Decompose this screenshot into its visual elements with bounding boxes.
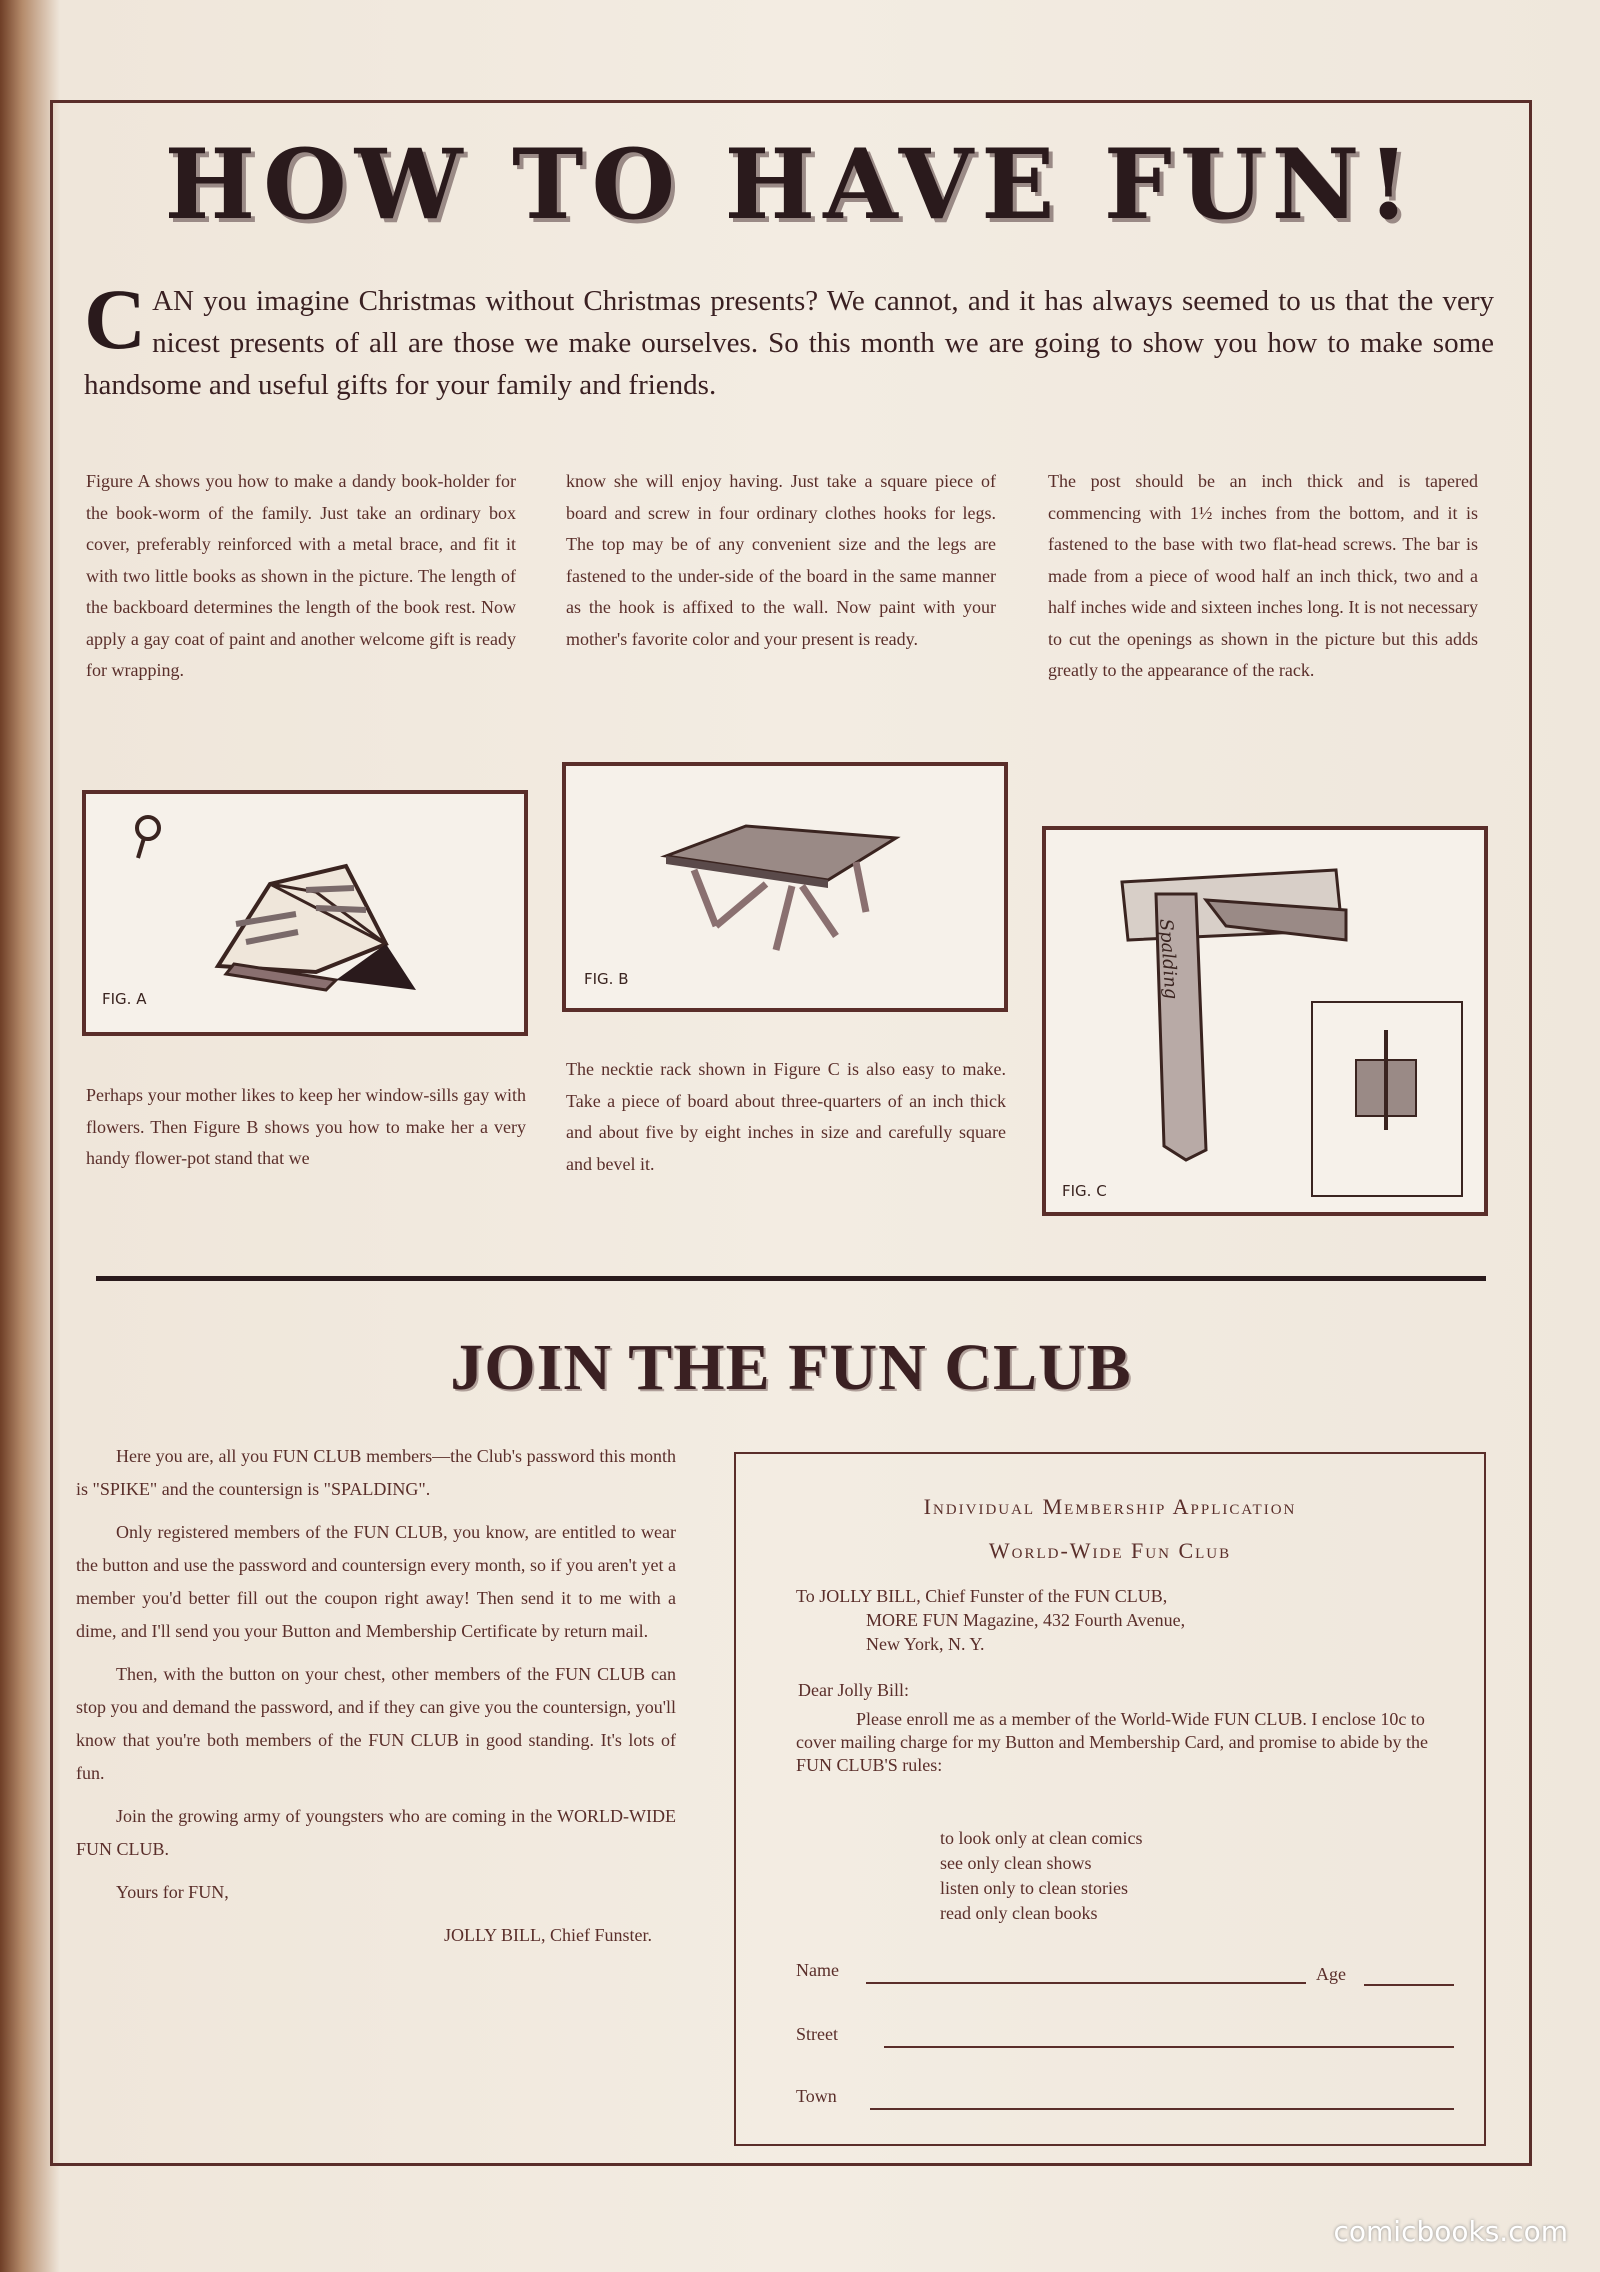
drop-cap: C — [84, 271, 147, 367]
signature: JOLLY BILL, Chief Funster. — [443, 1925, 652, 1945]
page-title: HOW TO HAVE FUN! — [164, 128, 1418, 241]
age-field-label: Age — [1316, 1964, 1346, 1984]
town-field[interactable] — [870, 2108, 1454, 2110]
book-holder-illustration — [86, 794, 524, 1032]
join-paragraph-4: Join the growing army of youngsters who are coming in the WORLD-WIDE FUN CLUB. — [76, 1806, 676, 1859]
figure-b-label: FIG. B — [584, 970, 629, 988]
join-paragraph-3: Then, with the button on your chest, other members of the FUN CLUB can stop you and demand the password, and if they can give you the countersign, you'll know that you're both members of the FUN CLUB in good standing. It's lots of fun. — [76, 1664, 676, 1783]
coupon-rule: to look only at clean comics — [940, 1828, 1143, 1848]
coupon-rule: read only clean books — [940, 1903, 1098, 1923]
membership-coupon — [734, 1452, 1486, 2146]
coupon-heading: Individual Membership Application — [923, 1494, 1297, 1519]
join-section-title: JOIN THE FUN CLUB — [450, 1331, 1132, 1404]
necktie-brand-text: Spalding — [1155, 918, 1182, 1001]
join-text-block — [76, 1440, 676, 1962]
intro-paragraph — [84, 271, 1494, 406]
column-1-bottom-text: Perhaps your mother likes to keep her window-sills gay with flowers. Then Figure B shows you how to make her a very handy flower-pot stand that we — [86, 1085, 526, 1168]
necktie-rack-illustration — [1046, 830, 1484, 1212]
coupon-rules-list — [940, 1826, 1142, 1926]
name-field[interactable] — [866, 1982, 1306, 1984]
street-field[interactable] — [884, 2046, 1454, 2048]
coupon-rule: listen only to clean stories — [940, 1878, 1128, 1898]
coupon-subheading: World-Wide Fun Club — [988, 1538, 1232, 1563]
figure-a-label: FIG. A — [102, 990, 147, 1008]
signoff-line: Yours for FUN, — [116, 1882, 229, 1902]
figure-c-label: FIG. C — [1062, 1182, 1107, 1200]
figure-a-book-holder — [82, 790, 528, 1036]
coupon-address — [796, 1584, 1436, 1656]
coupon-rule: see only clean shows — [940, 1853, 1092, 1873]
column-1-top-text: Figure A shows you how to make a dandy book-holder for the book-worm of the family. Just take an ordinary box cover, preferably reinforced with a metal brace, and fit it with two little books as shown in the picture. The length of the backboard determines the length of the book rest. Now apply a gay coat of paint and another welcome gift is ready for wrapping. — [86, 471, 516, 680]
flower-pot-stand-illustration — [566, 766, 1004, 1008]
coupon-body: Please enroll me as a member of the World-Wide FUN CLUB. I enclose 10c to cover mailing charge for my Button and Membership Card, and promise to abide by the FUN CLUB'S rules: — [796, 1709, 1429, 1775]
coupon-salutation: Dear Jolly Bill: — [798, 1680, 909, 1700]
age-field[interactable] — [1364, 1984, 1454, 1986]
coupon-to-line-1: To JOLLY BILL, Chief Funster of the FUN CLUB, — [796, 1586, 1168, 1606]
watermark: comicbooks.com — [1333, 2215, 1568, 2248]
figure-c-necktie-rack — [1042, 826, 1488, 1216]
intro-text: AN you imagine Christmas without Christmas presents? We cannot, and it has always seemed to us that the very nicest presents of all are those we make ourselves. So this month we are going to show you how to make some handsome and useful gifts for your family and friends. — [84, 285, 1494, 401]
join-paragraph-2: Only registered members of the FUN CLUB, you know, are entitled to wear the button and use the password and countersign every month, so if you aren't yet a member you'd better fill out the coupon right away! Then send it to me with a dime, and I'll send you your Button and Membership Certificate by return mail. — [76, 1522, 676, 1641]
coupon-to-line-2: MORE FUN Magazine, 432 Fourth Avenue, — [866, 1610, 1186, 1630]
column-2-bottom-text: The necktie rack shown in Figure C is also easy to make. Take a piece of board about three-quarters of an inch thick and about five by eight inches in size and carefully square and bevel it. — [566, 1059, 1006, 1174]
name-field-label: Name — [796, 1960, 839, 1980]
join-paragraph-1: Here you are, all you FUN CLUB members—the Club's password this month is "SPIKE" and the countersign is "SPALDING". — [76, 1446, 676, 1499]
town-field-label: Town — [796, 2086, 837, 2106]
column-2-top-text: know she will enjoy having. Just take a square piece of board and screw in four ordinary clothes hooks for legs. The top may be of any convenient size and the legs are fastened to the under-side of the board in the same manner as the hook is affixed to the wall. Now paint with your mother's favorite color and your present is ready. — [566, 471, 996, 649]
coupon-to-line-3: New York, N. Y. — [866, 1634, 985, 1654]
street-field-label: Street — [796, 2024, 838, 2044]
section-divider — [96, 1276, 1486, 1281]
column-3-top-text: The post should be an inch thick and is tapered commencing with 1½ inches from the bottom, and it is fastened to the base with two flat-head screws. The bar is made from a piece of wood half an inch thick, two and a half inches wide and sixteen inches long. It is not necessary to cut the openings as shown in the picture but this adds greatly to the appearance of the rack. — [1048, 471, 1478, 680]
figure-b-flower-pot-stand — [562, 762, 1008, 1012]
